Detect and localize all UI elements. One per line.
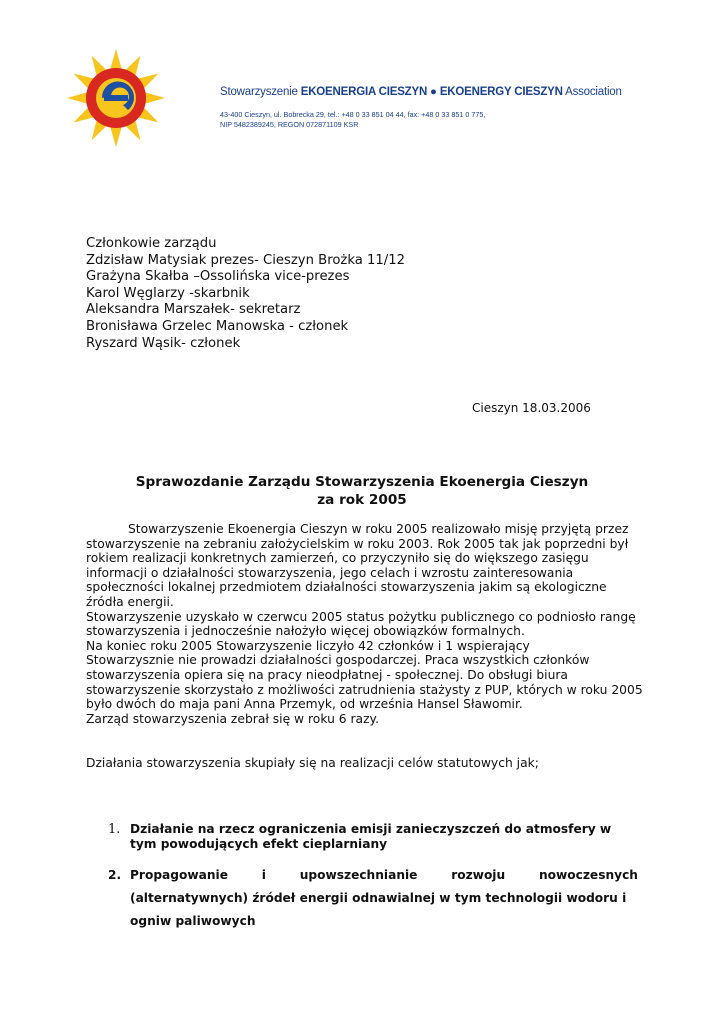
body-paragraph: Stowarzyszenie uzyskało w czerwcu 2005 status pożytku publicznego co podniosło rangę stowarzyszenia i jednocześnie nałożyło więcej obowiązków formalnych. bbox=[86, 609, 636, 639]
list-word: rozwoju bbox=[451, 868, 506, 882]
org-prefix: Stowarzyszenie bbox=[220, 86, 301, 98]
org-name-en: EKOENERGY CIESZYN bbox=[439, 86, 563, 98]
list-item bbox=[108, 822, 638, 852]
address-line-2: NIP 5482389245, REGON 072871109 KSR bbox=[220, 120, 359, 129]
list-word: upowszechnianie bbox=[299, 868, 418, 882]
logo-ray bbox=[110, 125, 122, 147]
organization-name-line bbox=[220, 86, 622, 98]
address-line-1: 43-400 Cieszyn, ul. Bobrecka 29, tel.: +48 0 33 851 04 44, fax: +48 0 33 851 0 775, bbox=[220, 110, 486, 119]
body-paragraph: Zarząd stowarzyszenia zebrał się w roku 6 razy. bbox=[86, 711, 379, 726]
body-paragraph: Stowarzysznie nie prowadzi działalności gospodarczej. Praca wszystkich członków stowarzyszenia opiera się na pracy nieodpłatnej - społecznej. Do obsługi biura stowarzyszenie skorzystało z możliwości zatrudnienia stażysty z PUP, których w roku 2005 było dwóch do maja pani Anna Przemyk, od września Hansel Sławomir. bbox=[86, 653, 643, 712]
organization-address bbox=[220, 110, 485, 130]
report-title-line-1: Sprawozdanie Zarządu Stowarzyszenia Ekoenergia Cieszyn bbox=[135, 474, 589, 490]
list-item-line-3: ogniw paliwowych bbox=[130, 914, 256, 928]
board-member: Bronisława Grzelec Manowska - członek bbox=[86, 318, 349, 334]
board-member: Ryszard Wąsik- członek bbox=[86, 335, 241, 351]
logo-ray bbox=[143, 92, 165, 104]
board-member: Zdzisław Matysiak prezes- Cieszyn Brożka 11/12 bbox=[86, 252, 406, 268]
board-members-block bbox=[86, 236, 405, 352]
org-suffix: Association bbox=[562, 86, 622, 98]
list-word: Propagowanie bbox=[130, 868, 228, 882]
board-member: Aleksandra Marszałek- sekretarz bbox=[86, 302, 301, 318]
list-number: 2. bbox=[108, 868, 122, 882]
body-paragraph: Działania stowarzyszenia skupiały się na realizacji celów statutowych jak; bbox=[86, 756, 539, 771]
list-item-text: Działanie na rzecz ograniczenia emisji zanieczyszczeń do atmosfery w tym powodujących efekt cieplarniany bbox=[130, 822, 612, 851]
body-paragraph: Stowarzyszenie Ekoenergia Cieszyn w roku 2005 realizowało misję przyjętą przez stowarzyszenie na zebraniu założycielskim w roku 2003. Rok 2005 tak jak poprzedni był rokiem realizacji konkretnych zamierzeń, co przyczyniło się do większego zasięgu informacji o działalności stowarzyszenia, jego celach i wzrostu zainteresowania społeczności lokalnej przedmiotem działalności stowarzyszenia jakim są ekologiczne źródła energii. bbox=[86, 522, 629, 609]
board-member: Karol Węglarzy -skarbnik bbox=[86, 285, 250, 301]
report-title-line-2: za rok 2005 bbox=[317, 491, 407, 508]
document-date: Cieszyn 18.03.2006 bbox=[472, 401, 591, 415]
statutory-goals-list bbox=[108, 822, 638, 933]
logo-ray bbox=[67, 92, 89, 104]
body-paragraph: Na koniec roku 2005 Stowarzyszenie liczyło 42 członków i 1 wspierający bbox=[86, 638, 530, 653]
list-item bbox=[108, 864, 638, 933]
board-member: Grażyna Skałba –Ossolińska vice-prezes bbox=[86, 269, 350, 285]
list-number: 1. bbox=[108, 822, 121, 837]
list-word: i bbox=[261, 868, 266, 882]
list-item-line-1 bbox=[130, 864, 638, 887]
list-item-line-2: (alternatywnych) źródeł energii odnawialnej w tym technologii wodoru i bbox=[130, 891, 627, 905]
list-word: nowoczesnych bbox=[538, 868, 638, 882]
report-body bbox=[86, 522, 646, 771]
org-bullet: ● bbox=[427, 86, 440, 98]
logo-e-bar bbox=[104, 95, 128, 101]
sun-e-logo-icon bbox=[66, 48, 166, 148]
logo-ray bbox=[110, 49, 122, 71]
report-title bbox=[86, 474, 638, 509]
board-heading: Członkowie zarządu bbox=[86, 236, 217, 251]
org-name-pl: EKOENERGIA CIESZYN bbox=[300, 86, 428, 98]
